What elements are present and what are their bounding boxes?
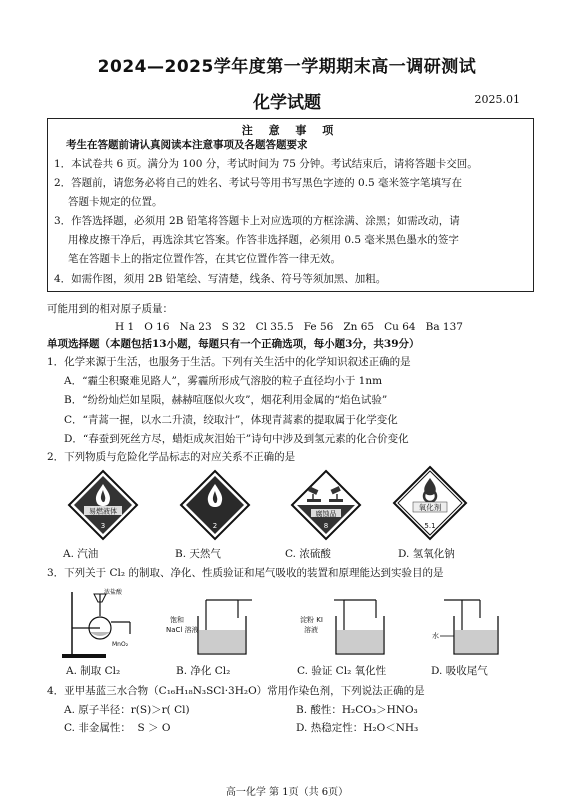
- svg-text:淀粉 KI: 淀粉 KI: [300, 616, 323, 624]
- notice-line: 答题卡规定的位置。: [68, 196, 163, 208]
- apparatus-a-flask-label: MnO₂: [112, 641, 129, 648]
- notice-line: 3．作答选择题，必须用 2B 铅笔将答题卡上对应选项的方框涂满、涂黑；如需改动，请: [54, 215, 460, 227]
- atomic-masses: H 1 O 16 Na 23 S 32 Cl 35.5 Fe 56 Zn 65 Cu 64 Ba 137: [115, 321, 463, 333]
- notice-heading: 注 意 事 项: [241, 124, 340, 137]
- notice-line: 2．答题前，请您务必将自己的姓名、考试号等用书写黑色字迹的 0.5 毫米签字笔填写在: [54, 177, 463, 189]
- page-footer: 高一化学 第 1页（共 6页）: [225, 787, 349, 798]
- apparatus-b-purify-icon: [166, 596, 256, 658]
- svg-text:NaCl 溶液: NaCl 溶液: [166, 626, 199, 634]
- exam-title: 2024—2025学年度第一学期期末高一调研测试: [97, 57, 477, 77]
- svg-text:2: 2: [212, 522, 218, 530]
- corrosive-sign-icon: [291, 470, 361, 540]
- svg-text:5.1: 5.1: [424, 522, 436, 530]
- sign-c-label: 腐蚀品: [315, 510, 337, 518]
- q4-option-d: D. 热稳定性：H₂O＜NH₃: [296, 722, 419, 734]
- q3-option-d: D. 吸收尾气: [431, 665, 488, 677]
- sign-d-label: 氧化剂: [418, 503, 442, 512]
- q4-stem: 4．亚甲基蓝三水合物（C₁₆H₁₈N₃SCl·3H₂O）常用作染色剂，下列说法正确的是: [47, 685, 425, 697]
- notice-line: 考生在答题前请认真阅读本注意事项及各题答题要求: [66, 139, 308, 151]
- q2-option-c: C. 浓硫酸: [285, 548, 331, 560]
- q3-option-a: A. 制取 Cl₂: [66, 665, 121, 677]
- q2-option-b: B. 天然气: [175, 548, 221, 560]
- q1-option-b: B．“纷纷灿烂如星陨，赫赫喧豗似火攻”，烟花利用金属的“焰色试验”: [64, 394, 388, 406]
- atomic-masses-label: 可能用到的相对原子质量：: [47, 303, 173, 315]
- q4-option-b: B. 酸性：H₂CO₃＞HNO₃: [296, 704, 418, 716]
- apparatus-d-liquid-label: 水: [432, 632, 439, 640]
- q3-option-b: B. 净化 Cl₂: [176, 665, 231, 677]
- flammable-gas-sign-icon: [180, 470, 250, 540]
- svg-text:3: 3: [100, 522, 106, 530]
- q2-option-d: D. 氢氧化钠: [398, 548, 455, 560]
- notice-box: [47, 118, 534, 292]
- svg-text:溶液: 溶液: [304, 626, 318, 634]
- svg-text:饱和: 饱和: [170, 616, 184, 624]
- apparatus-a-top-label: 浓盐酸: [104, 589, 123, 596]
- flammable-liquid-sign-icon: [68, 470, 138, 540]
- svg-text:8: 8: [323, 522, 329, 530]
- sign-a-label: 易燃液体: [89, 507, 117, 516]
- q3-stem: 3．下列关于 Cl₂ 的制取、净化、性质验证和尾气吸收的装置和原理能达到实验目的是: [47, 567, 444, 579]
- q1-option-c: C．“青蒿一握，以水二升渍，绞取汁”，体现青蒿素的提取属于化学变化: [64, 414, 398, 426]
- q1-stem: 1．化学来源于生活，也服务于生活。下列有关生活中的化学知识叙述正确的是: [47, 356, 411, 368]
- section-title: 单项选择题（本题包括13小题，每题只有一个正确选项，每小题3分，共39分）: [47, 338, 420, 350]
- notice-line: 用橡皮擦干净后，再选涂其它答案。作答非选择题，必须用 0.5 毫米黑色墨水的签字: [68, 234, 459, 246]
- exam-date: 2025.01: [474, 93, 520, 106]
- q3-option-c: C. 验证 Cl₂ 氧化性: [297, 665, 387, 677]
- q4-option-a: A. 原子半径：r(S)＞r( Cl): [64, 704, 190, 716]
- apparatus-c-verify-icon: [300, 596, 390, 658]
- apparatus-a-generation-icon: [60, 588, 140, 660]
- q4-option-c: C. 非金属性： S ＞ O: [64, 722, 171, 734]
- oxidizer-sign-icon: [393, 466, 467, 540]
- q1-option-d: D．“春蚕到死丝方尽，蜡炬成灰泪始干”诗句中涉及到氢元素的化合价变化: [64, 433, 409, 445]
- notice-line: 1．本试卷共 6 页。满分为 100 分，考试时间为 75 分钟。考试结束后，请将答题卡交回。: [54, 158, 478, 170]
- exam-subject: 化学试题: [253, 93, 321, 113]
- notice-line: 笔在答题卡上的指定位置作答，在其它位置作答一律无效。: [68, 253, 341, 265]
- q2-stem: 2．下列物质与危险化学品标志的对应关系不正确的是: [47, 451, 296, 463]
- notice-line: 4．如需作图，须用 2B 铅笔绘、写清楚，线条、符号等须加黑、加粗。: [54, 273, 387, 285]
- q2-option-a: A. 汽油: [63, 548, 99, 560]
- q1-option-a: A．“霾尘积聚难见路人”，雾霾所形成气溶胶的粒子直径均小于 1nm: [64, 375, 383, 387]
- apparatus-d-absorb-icon: [418, 596, 508, 658]
